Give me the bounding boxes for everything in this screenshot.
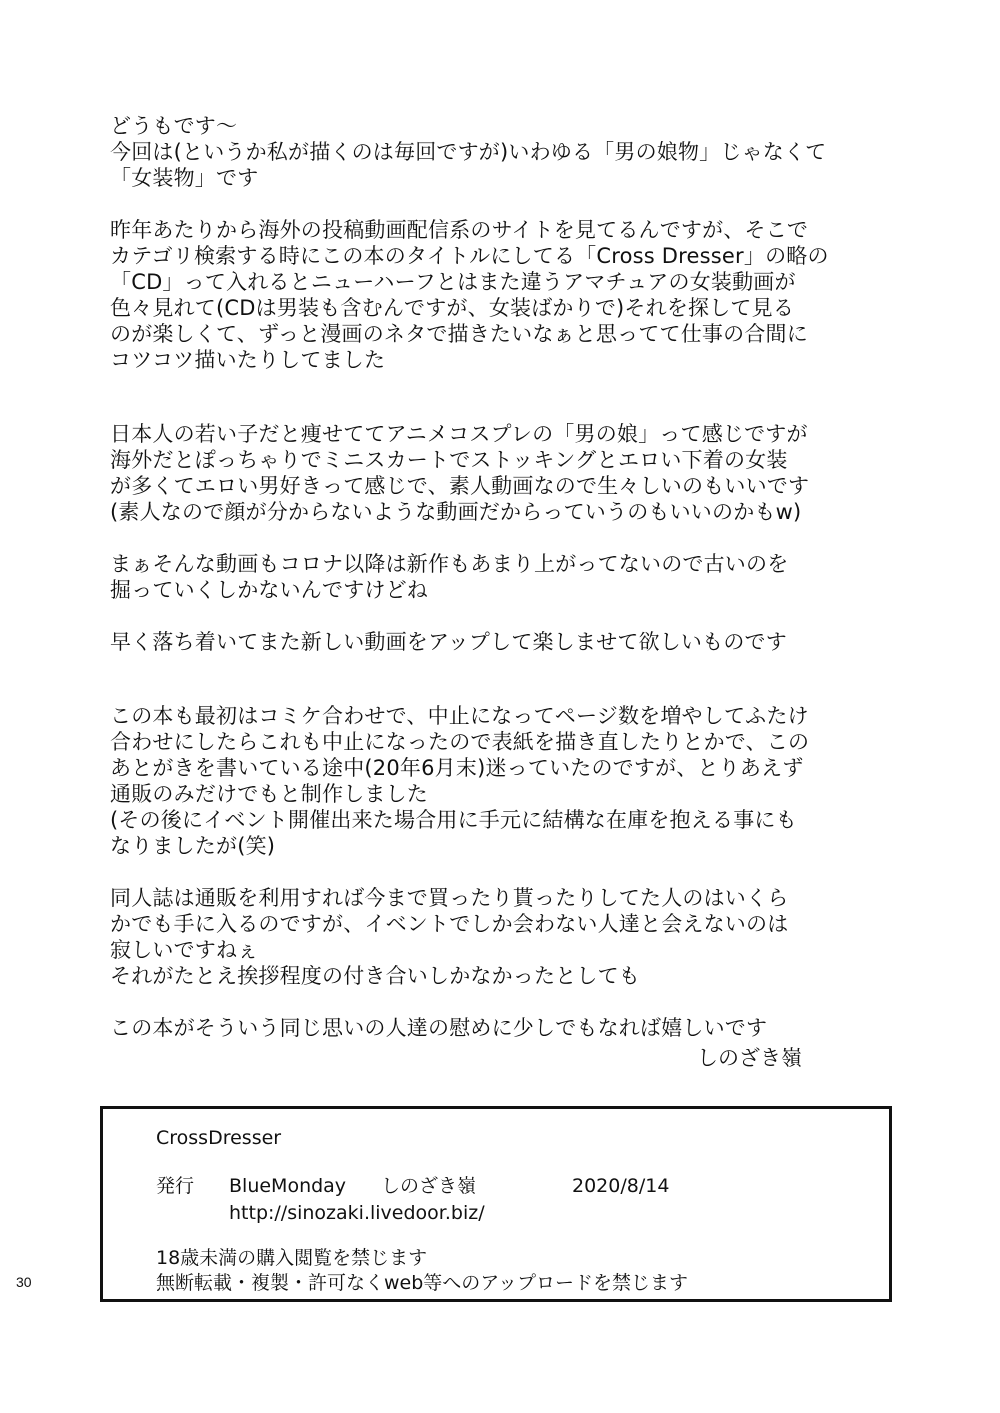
text-line: 海外だとぽっちゃりでミニスカートでストッキングとエロい下着の女装 — [110, 448, 788, 472]
text-line: が多くてエロい男好きって感じで、素人動画なので生々しいのもいいです — [110, 474, 810, 498]
publish-date: 2020/8/14 — [572, 1175, 670, 1197]
text-line: 掘っていくしかないんですけどね — [110, 578, 428, 602]
age-restriction-notice: 18歳未満の購入閲覧を禁じます — [156, 1247, 428, 1269]
text-line: 今回は(というか私が描くのは毎回ですが)いわゆる「男の娘物」じゃなくて — [110, 140, 827, 164]
author-signature: しのざき嶺 — [697, 1046, 802, 1070]
colophon-author: しのざき嶺 — [381, 1175, 477, 1197]
colophon-box — [100, 1106, 892, 1302]
text-line: のが楽しくて、ずっと漫画のネタで描きたいなぁと思ってて仕事の合間に — [110, 322, 808, 346]
page-number: 30 — [16, 1274, 32, 1290]
colophon-title: CrossDresser — [156, 1127, 282, 1149]
text-line: まぁそんな動画もコロナ以降は新作もあまり上がってないので古いのを — [110, 552, 789, 576]
copyright-notice: 無断転載・複製・許可なくweb等へのアップロードを禁じます — [156, 1272, 688, 1294]
circle-name: BlueMonday — [229, 1175, 347, 1197]
paragraph-overseas — [110, 421, 930, 525]
text-line: コツコツ描いたりしてました — [110, 348, 386, 372]
text-line: なりましたが(笑) — [110, 834, 276, 858]
paragraph-comiket — [110, 703, 930, 859]
text-line: 合わせにしたらこれも中止になったので表紙を描き直したりとかで、この — [110, 730, 810, 754]
circle-url: http://sinozaki.livedoor.biz/ — [229, 1202, 485, 1224]
text-line: 寂しいですねぇ — [110, 938, 259, 962]
text-line: 通販のみだけでもと制作しました — [110, 782, 428, 806]
text-line: (その後にイベント開催出来た場合用に手元に結構な在庫を抱える事にも — [110, 808, 797, 832]
text-line: どうもです～ — [110, 114, 238, 138]
text-line: 昨年あたりから海外の投稿動画配信系のサイトを見てるんですが、そこで — [110, 218, 809, 242]
paragraph-doujinshi — [110, 885, 930, 989]
afterword-text — [110, 113, 930, 1041]
text-line: 「女装物」です — [110, 166, 259, 190]
text-line: 日本人の若い子だと痩せててアニメコスプレの「男の娘」って感じですが — [110, 422, 808, 446]
text-line: カテゴリ検索する時にこの本のタイトルにしてる「Cross Dresser」の略の — [110, 244, 829, 268]
text-line: 色々見れて(CDは男装も含むんですが、女装ばかりで)それを探して見る — [110, 296, 795, 320]
text-line: 早く落ち着いてまた新しい動画をアップして楽しませて欲しいものです — [110, 630, 787, 654]
paragraph-cd-videos — [110, 217, 930, 373]
text-line: 「CD」って入れるとニューハーフとはまた違うアマチュアの女装動画が — [110, 270, 796, 294]
text-line: それがたとえ挨拶程度の付き合いしかなかったとしても — [110, 964, 640, 988]
paragraph-hope — [110, 629, 930, 655]
text-line: (素人なので顔が分からないような動画だからっていうのもいいのかもw) — [110, 500, 802, 524]
publish-label: 発行 — [156, 1175, 195, 1197]
intro-paragraph — [110, 139, 930, 191]
text-line: あとがきを書いている途中(20年6月末)迷っていたのですが、とりあえず — [110, 756, 804, 780]
text-line: かでも手に入るのですが、イベントでしか会わない人達と会えないのは — [110, 912, 789, 936]
greeting-paragraph — [110, 113, 930, 139]
text-line: この本がそういう同じ思いの人達の慰めに少しでもなれば嬉しいです — [110, 1016, 768, 1040]
paragraph-corona — [110, 551, 930, 603]
text-line: この本も最初はコミケ合わせで、中止になってページ数を増やしてふたけ — [110, 704, 809, 728]
text-line: 同人誌は通販を利用すれば今まで買ったり貰ったりしてた人のはいくら — [110, 886, 789, 910]
paragraph-closing — [110, 1015, 930, 1041]
